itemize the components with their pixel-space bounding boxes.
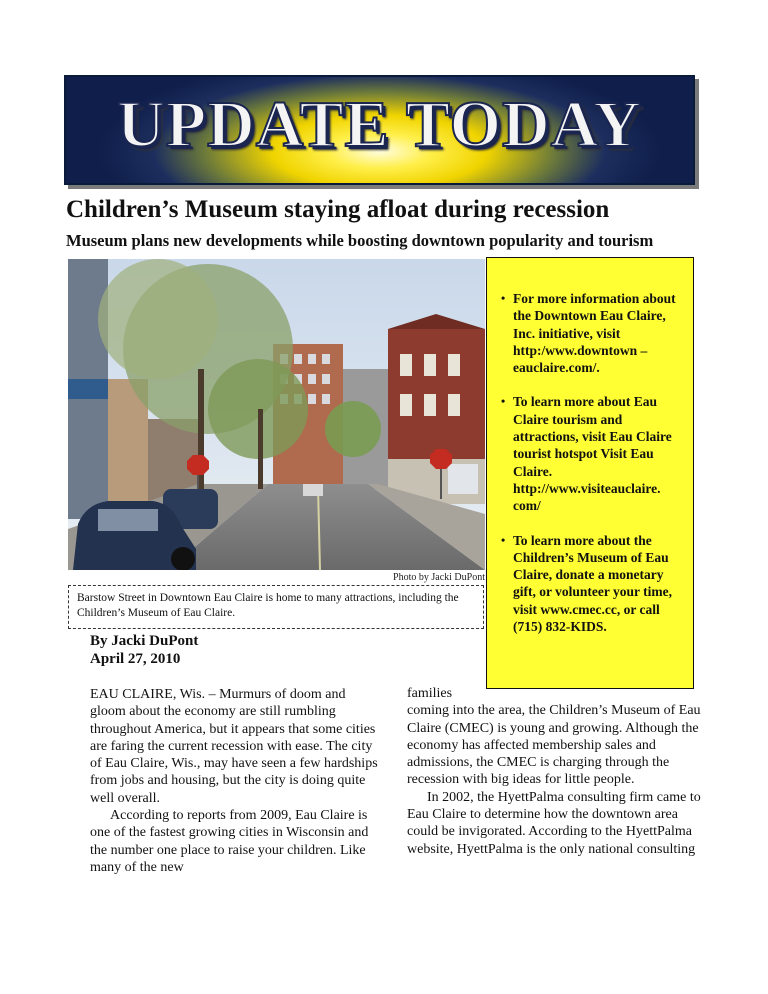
author-name: By Jacki DuPont bbox=[90, 633, 199, 649]
sidebar-item-text: To learn more about Eau Claire tourism and attractions, visit Eau Claire tourist hotspot Visit Eau Claire. http://www.visiteauclaire. com/ bbox=[513, 394, 672, 514]
body-column-right bbox=[407, 685, 703, 858]
sidebar-item-text: For more information about the Downtown Eau Claire, Inc. initiative, visit http:/www.downtown –eauclaire.com/. bbox=[513, 291, 676, 376]
photo-caption: Barstow Street in Downtown Eau Claire is home to many attractions, including the Children’s Museum of Eau Claire. bbox=[68, 585, 484, 629]
bullet-icon: • bbox=[501, 291, 506, 305]
body-column-left bbox=[90, 686, 378, 876]
body-paragraph: coming into the area, the Children’s Museum of Eau Claire (CMEC) is young and growing. Although the economy has affected membership sales and admissions, the CMEC is charging through the recession with big ideas for little people. bbox=[407, 703, 701, 788]
sidebar-item-tourism bbox=[501, 393, 683, 514]
sidebar-item-downtown bbox=[501, 290, 683, 376]
body-paragraph: families bbox=[407, 686, 453, 701]
article-headline: Children’s Museum staying afloat during recession bbox=[66, 196, 610, 223]
bullet-icon: • bbox=[501, 394, 506, 409]
photo-credit: Photo by Jacki DuPont bbox=[393, 572, 485, 583]
street-photo bbox=[68, 259, 485, 570]
article-subheadline: Museum plans new developments while boosting downtown popularity and tourism bbox=[66, 231, 654, 250]
info-sidebar bbox=[486, 257, 694, 689]
byline-block bbox=[90, 632, 198, 668]
body-paragraph: In 2002, the HyettPalma consulting firm came to Eau Claire to determine how the downtown area could be invigorated. According to the HyettPalma website, HyettPalma is the only national consulting bbox=[407, 789, 701, 857]
masthead-title: UPDATE TODAY bbox=[117, 88, 642, 161]
body-paragraph: According to reports from 2009, Eau Claire is one of the fastest growing cities in Wisconsin and the number one place to raise your children. Like many of the new bbox=[90, 808, 369, 875]
article-date: April 27, 2010 bbox=[90, 651, 181, 667]
sidebar-item-museum bbox=[501, 532, 683, 636]
sidebar-item-text: To learn more about the Children’s Museum of Eau Claire, donate a monetary gift, or volunteer your time, visit www.cmec.cc, or call (715) 832-KIDS. bbox=[513, 532, 672, 635]
masthead-banner bbox=[64, 75, 695, 185]
bullet-icon: • bbox=[501, 532, 506, 547]
body-paragraph: EAU CLAIRE, Wis. – Murmurs of doom and gloom about the economy are still rumbling throughout America, but it appears that some cities are faring the current recession with ease. The city of Eau Claire, Wis., may have seen a few hardships from jobs and housing, but the city is doing quite well overall. bbox=[90, 687, 378, 806]
